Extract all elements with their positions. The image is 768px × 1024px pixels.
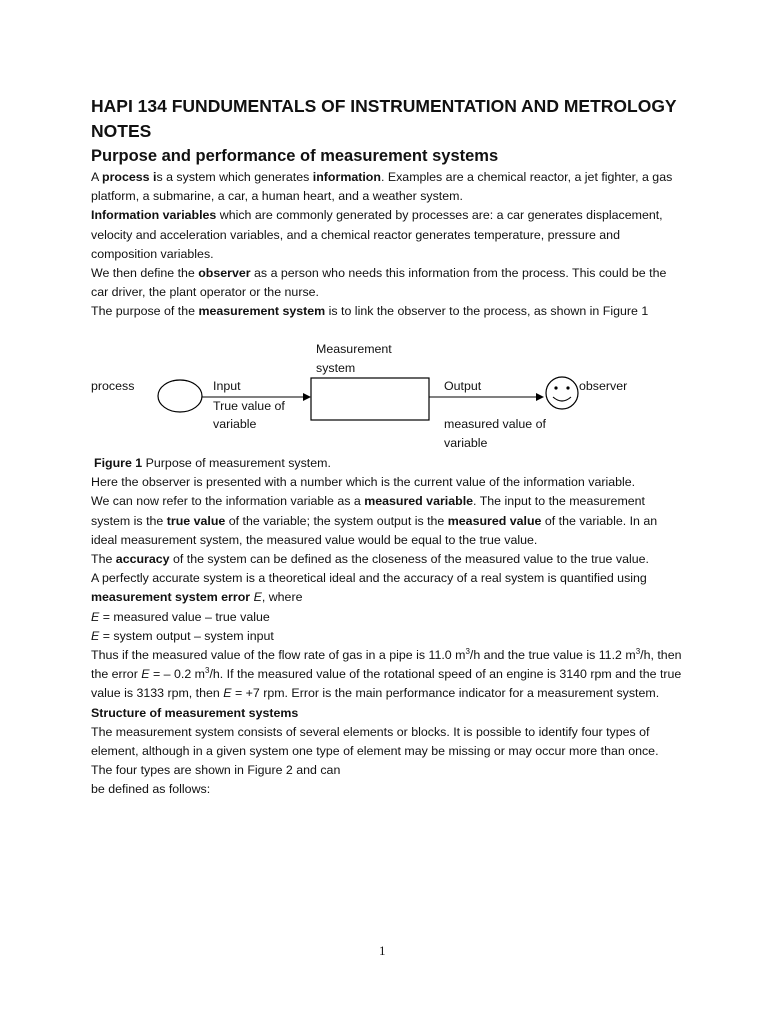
measurement-system-block [311,378,429,420]
text: Thus if the measured value of the flow rate of gas in a pipe is 11.0 m [91,648,466,663]
bold-term: measured variable [364,494,474,509]
block-label: Measurement [316,342,392,356]
paragraph-structure: The measurement system consists of several elements or blocks. It is possible to identify four types of element, although in a given system one type of element may be missing or may occur more than once. The four types are shown in Figure 2 and can [91,724,659,778]
input-sublabel: variable [213,417,257,431]
bold-term: observer [198,266,251,281]
bold-term: Information variables [91,208,217,223]
observer-label: observer [579,379,628,393]
paragraph: Here the observer is presented with a number which is the current value of the information variable. [91,475,636,490]
paragraph-accuracy [91,550,683,569]
paragraph-error [91,569,683,607]
page-number: 1 [379,943,386,958]
text: = measured value – true value [99,609,270,624]
process-ellipse [158,380,202,412]
output-label: Output [444,379,482,393]
italic-variable: E [91,628,100,643]
intro-text [91,168,683,322]
input-sublabel: True value of [213,399,285,413]
paragraph-information-variables [91,206,683,264]
text: A [91,170,103,184]
smiley-face-icon [546,377,578,409]
paragraph-structure-end: be defined as follows: [91,782,211,797]
text: which are commonly generated by processes are: a car generates displacement, velocity and acceleration variables, and a chemical reactor generates temperature, pressure and composition variables. [91,208,663,261]
block-label: system [316,361,356,375]
document-title: HAPI 134 FUNDUMENTALS OF INSTRUMENTATION AND METROLOGY NOTES [91,96,677,141]
bold-term: accuracy [115,552,170,567]
text: The purpose of the [91,304,199,319]
paragraph-measured-variable [91,492,683,550]
text: /h, then the error [91,648,682,682]
section-heading: Purpose and performance of measurement systems [91,147,499,165]
output-sublabel: variable [444,436,488,450]
text: , where [261,590,303,605]
subsection-heading [91,704,683,723]
text: We can now refer to the information variable as a [91,494,365,509]
text: . Examples are a chemical reactor, a jet fighter, a gas platform, a submarine, a car, a human heart, and a weather system. [91,170,673,204]
superscript: 3 [635,646,641,656]
bold-term: information [312,170,381,184]
text: A perfectly accurate system is a theoretical ideal and the accuracy of a real system is quantified using [91,571,647,586]
text: . The input to the measurement system is the [91,494,645,528]
bold-term: measurement system error [91,590,251,605]
superscript: 3 [205,666,210,676]
text: = – 0.2 m [149,667,205,682]
bold-term: process i [102,170,157,184]
text: is to link the observer to the process, as shown in Figure 1 [325,304,649,319]
caption-label: Figure 1 [94,456,143,470]
italic-variable: E [223,686,232,701]
paragraph-example [91,646,683,704]
paragraph-process [91,168,683,206]
input-label: Input [213,379,241,393]
superscript: 3 [465,646,470,656]
figure-caption [91,454,683,473]
text: = +7 rpm. Error is the main performance indicator for a measurement system. [231,686,660,701]
process-label: process [91,379,135,393]
output-sublabel: measured value of [444,417,546,431]
bold-heading: Structure of measurement systems [91,705,299,720]
body-text [91,454,683,800]
text: /h and the true value is 11.2 m [469,648,636,663]
text: of the variable; the system output is the [225,513,448,528]
text: = system output – system input [99,628,274,643]
italic-variable: E [253,590,262,605]
italic-variable: E [91,609,100,624]
text: as a person who needs this information from the process. This could be the car driver, the plant operator or the nurse. [91,266,667,300]
caption-text: Purpose of measurement system. [142,456,331,470]
paragraph-purpose [91,302,683,321]
text: s a system which generates [156,170,313,184]
bold-term: measured value [447,513,542,528]
text: /h. If the measured value of the rotational speed of an engine is 3140 rpm and the true value is 3133 rpm, then [91,667,682,701]
text: We then define the [91,266,199,281]
italic-variable: E [141,667,150,682]
bold-term: measurement system [198,304,326,319]
bold-term: true value [166,513,226,528]
paragraph-observer [91,264,683,302]
equation-1 [91,608,683,627]
text: of the system can be defined as the closeness of the measured value to the true value. [169,552,649,567]
equation-2 [91,627,683,646]
text: of the variable. In an ideal measurement system, the measured value would be equal to the true value. [91,513,658,547]
text: The [91,552,116,567]
